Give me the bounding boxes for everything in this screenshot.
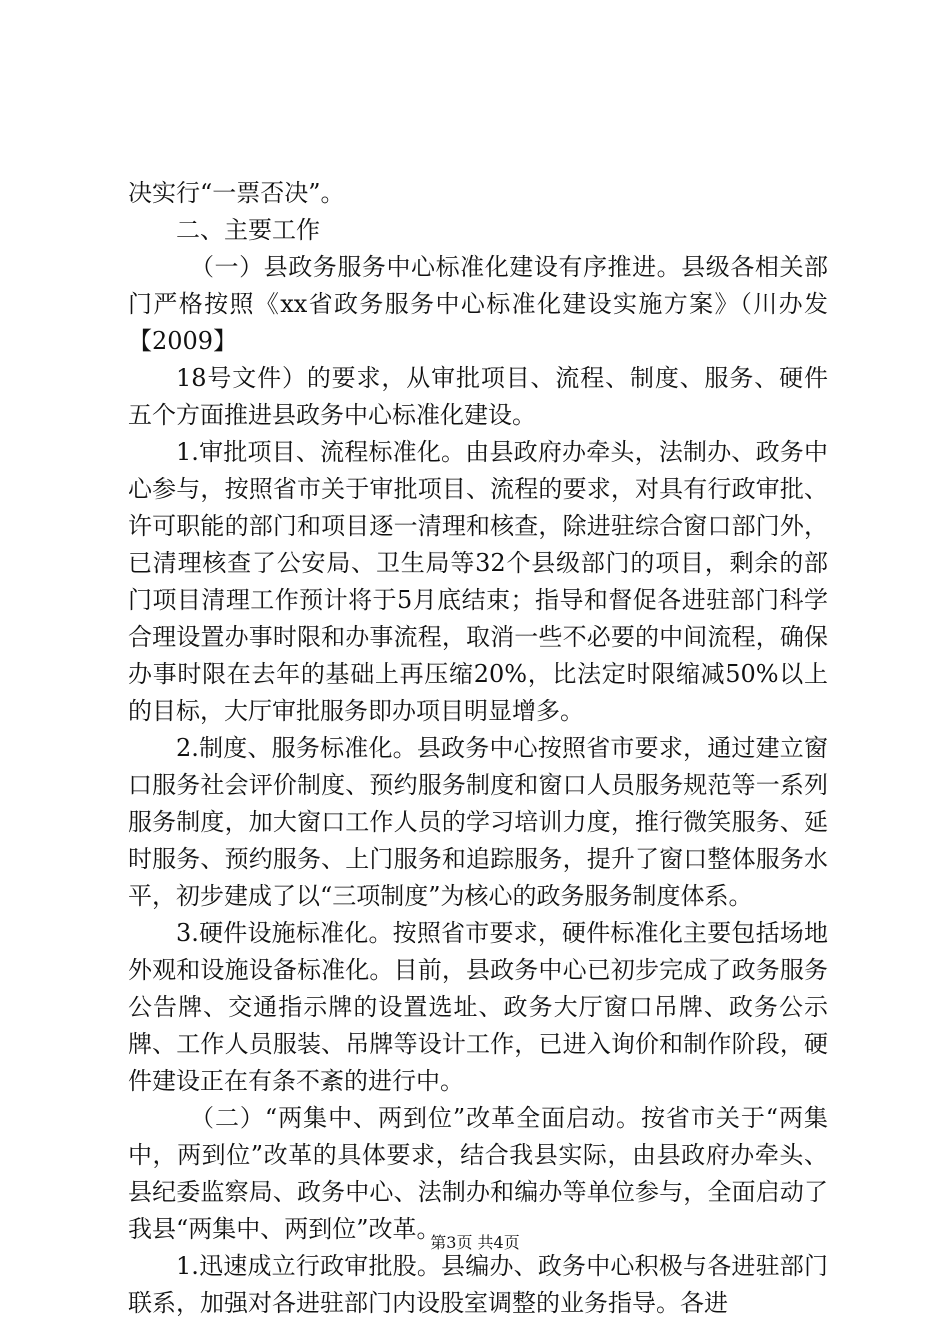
paragraph-system-service: 2.制度、服务标准化。县政务中心按照省市要求，通过建立窗口服务社会评价制度、预约服务制度和窗口人员服务规范等一系列服务制度，加大窗口工作人员的学习培训力度，推行微笑服务、延时服务、预约服务、上门服务和追踪服务，提升了窗口整体服务水平，初步建成了以“三项制度”为核心的政务服务制度体系。 <box>128 734 828 910</box>
section-heading-main-work: 二、主要工作 <box>176 216 320 244</box>
page-number-footer: 第3页 共4页 <box>430 1233 520 1252</box>
paragraph-continuation: 决实行“一票否决”。 <box>128 179 345 207</box>
paragraph-standardization: （一）县政务服务中心标准化建设有序推进。县级各相关部门严格按照《xx省政务服务中心标准化建设实施方案》（川办发【2009】 <box>128 253 828 355</box>
paragraph-document-ref: 18号文件）的要求，从审批项目、流程、制度、服务、硬件五个方面推进县政务中心标准化建设。 <box>128 364 828 429</box>
paragraph-approval-section: 1.迅速成立行政审批股。县编办、政务中心积极与各进驻部门联系，加强对各进驻部门内设股室调整的业务指导。各进 <box>128 1252 828 1317</box>
paragraph-approval-items: 1.审批项目、流程标准化。由县政府办牵头，法制办、政务中心参与，按照省市关于审批项目、流程的要求，对具有行政审批、许可职能的部门和项目逐一清理和核查，除进驻综合窗口部门外，已清理核查了公安局、卫生局等32个县级部门的项目，剩余的部门项目清理工作预计将于5月底结束；指导和督促各进驻部门科学合理设置办事时限和办事流程，取消一些不必要的中间流程，确保办事时限在去年的基础上再压缩20%，比法定时限缩减50%以上的目标，大厅审批服务即办项目明显增多。 <box>128 438 828 725</box>
document-body <box>128 175 828 1322</box>
paragraph-reform: （二）“两集中、两到位”改革全面启动。按省市关于“两集中，两到位”改革的具体要求，结合我县实际，由县政府办牵头、县纪委监察局、政务中心、法制办和编办等单位参与，全面启动了我县“两集中、两到位”改革。 <box>128 1104 828 1243</box>
paragraph-hardware: 3.硬件设施标准化。按照省市要求，硬件标准化主要包括场地外观和设施设备标准化。目前，县政务中心已初步完成了政务服务公告牌、交通指示牌的设置选址、政务大厅窗口吊牌、政务公示牌、工作人员服装、吊牌等设计工作，已进入询价和制作阶段，硬件建设正在有条不紊的进行中。 <box>128 919 828 1095</box>
